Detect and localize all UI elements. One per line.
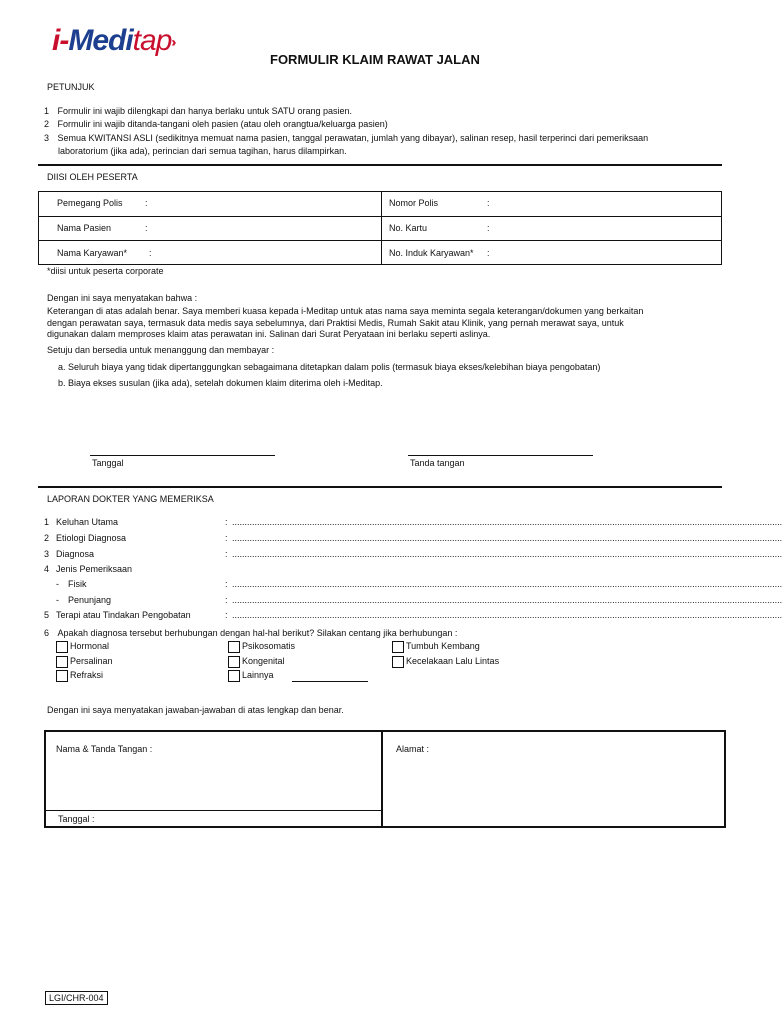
participant-table (38, 191, 722, 265)
checkbox-hormonal[interactable] (56, 641, 68, 653)
doctor-date-label[interactable]: Tanggal : (58, 814, 95, 824)
field-employee-id[interactable] (389, 248, 490, 258)
field-colon: : (145, 223, 148, 233)
declaration-line: Keterangan di atas adalah benar. Saya memberi kuasa kepada i-Meditap untuk atas nama saya meminta segala keterangan/dokumen yang berkaitan (47, 306, 644, 316)
checkbox-tumbuh-kembang[interactable] (392, 641, 404, 653)
address-label[interactable]: Alamat : (396, 744, 430, 754)
checkbox-psikosomatis[interactable] (228, 641, 240, 653)
row-colon: : (225, 533, 228, 543)
option-label: Kecelakaan Lalu Lintas (406, 656, 500, 666)
option-label: Kongenital (242, 656, 285, 666)
field-colon: : (487, 198, 490, 208)
declaration-line: dengan perawatan saya, termasuk data medis saya sebelumnya, dari Praktisi Medis, Rumah Sakit atau Klinik, yang pernah merawat saya, untuk (47, 317, 624, 328)
checkbox-lainnya[interactable] (228, 670, 240, 682)
instruction-number: 2 (44, 119, 50, 129)
option-label: Tumbuh Kembang (406, 641, 480, 651)
participant-heading: DIISI OLEH PESERTA (47, 172, 138, 182)
declaration-intro: Dengan ini saya menyatakan bahwa : (47, 293, 198, 303)
name-sign-label[interactable]: Nama & Tanda Tangan : (56, 744, 153, 754)
instruction-3-continued: laboratorium (jika ada), perincian dari semua tagihan, harus dilampirkan. (58, 146, 347, 156)
field-colon: : (149, 248, 152, 258)
declaration-line: digunakan dalam memproses klaim atas perawatan ini. Salinan dari Surat Peryataan ini berlaku seperti aslinya. (47, 329, 491, 339)
other-specify-line[interactable] (292, 681, 368, 682)
row-number: 4 (44, 564, 50, 574)
row-number: 5 (44, 610, 50, 620)
doctor-signature-box (44, 730, 726, 828)
answer-dotted-field[interactable]: ............................................................................................................................................................................................................................ (232, 517, 782, 527)
row-label: Terapi atau Tindakan Pengobatan (56, 610, 191, 620)
option-label: Psikosomatis (242, 641, 296, 651)
answer-dotted-field[interactable]: ............................................................................................................................................................................................................................ (232, 595, 782, 605)
row-number: 1 (44, 517, 50, 527)
field-label: No. Kartu (389, 223, 428, 233)
signature-line[interactable] (408, 455, 593, 456)
row-label: Fisik (68, 579, 87, 589)
date-row-line (46, 810, 381, 811)
row-number: - (56, 595, 59, 605)
agree-item-a: a. Seluruh biaya yang tidak dipertanggungkan sebagaimana ditetapkan dalam polis (termasuk biaya ekses/kelebihan biaya pengobatan) (58, 362, 601, 372)
instruction-1 (44, 106, 352, 116)
row-colon: : (225, 595, 228, 605)
checkbox-kongenital[interactable] (228, 656, 240, 668)
signature-label: Tanda tangan (410, 458, 465, 468)
instruction-2 (44, 119, 388, 129)
participant-footnote: *diisi untuk peserta corporate (47, 266, 164, 276)
date-label: Tanggal (92, 458, 124, 468)
agree-item-b: b. Biaya ekses susulan (jika ada), setelah dokumen klaim diterima oleh i-Meditap. (58, 378, 383, 388)
field-label: Nomor Polis (389, 198, 439, 208)
row-colon: : (225, 517, 228, 527)
row-number: 2 (44, 533, 50, 543)
field-policy-holder[interactable] (57, 198, 148, 208)
form-title: FORMULIR KLAIM RAWAT JALAN (270, 52, 480, 67)
row-colon: : (225, 579, 228, 589)
row-label: Keluhan Utama (56, 517, 119, 527)
row-colon: : (225, 549, 228, 559)
option-label: Hormonal (70, 641, 110, 651)
section-divider (38, 486, 722, 488)
instruction-3 (44, 133, 724, 143)
field-label: No. Induk Karyawan* (389, 248, 474, 258)
row-label: Diagnosa (56, 549, 95, 559)
field-card-number[interactable] (389, 223, 490, 233)
checkbox-persalinan[interactable] (56, 656, 68, 668)
date-signature-line[interactable] (90, 455, 275, 456)
instructions-heading: PETUNJUK (47, 82, 95, 92)
checkbox-kecelakaan[interactable] (392, 656, 404, 668)
instruction-text: Formulir ini wajib ditanda-tangani oleh pasien (atau oleh orangtua/keluarga pasien) (57, 119, 388, 129)
box-divider (381, 732, 383, 826)
answer-dotted-field[interactable]: ............................................................................................................................................................................................................................ (232, 533, 782, 543)
question-number: 6 (44, 628, 50, 638)
field-label: Nama Pasien (57, 223, 112, 233)
answer-dotted-field[interactable]: ............................................................................................................................................................................................................................ (232, 610, 782, 620)
option-label: Lainnya (242, 670, 274, 680)
section-divider (38, 164, 722, 166)
row-colon: : (225, 610, 228, 620)
instruction-number: 1 (44, 106, 50, 116)
option-label: Persalinan (70, 656, 113, 666)
field-label: Nama Karyawan* (57, 248, 128, 258)
form-code: LGI/CHR-004 (45, 991, 108, 1005)
question-text: Apakah diagnosa tersebut berhubungan dengan hal-hal berikut? Silakan centang jika berhubungan : (57, 628, 458, 638)
row-label: Jenis Pemeriksaan (56, 564, 133, 574)
field-patient-name[interactable] (57, 223, 148, 233)
field-employee-name[interactable] (57, 248, 152, 258)
doctor-report-heading: LAPORAN DOKTER YANG MEMERIKSA (47, 494, 214, 504)
option-label: Refraksi (70, 670, 104, 680)
field-colon: : (487, 223, 490, 233)
table-divider (381, 192, 382, 264)
company-logo: i-Meditap››› (52, 24, 173, 57)
row-number: - (56, 579, 59, 589)
answer-dotted-field[interactable]: ............................................................................................................................................................................................................................ (232, 579, 782, 589)
row-label: Etiologi Diagnosa (56, 533, 127, 543)
checkbox-refraksi[interactable] (56, 670, 68, 682)
field-colon: : (487, 248, 490, 258)
answer-dotted-field[interactable]: ............................................................................................................................................................................................................................ (232, 549, 782, 559)
agree-text: Setuju dan bersedia untuk menanggung dan membayar : (47, 345, 275, 355)
instruction-text: Formulir ini wajib dilengkapi dan hanya berlaku untuk SATU orang pasien. (57, 106, 353, 116)
field-policy-number[interactable] (389, 198, 490, 208)
instruction-number: 3 (44, 133, 50, 143)
field-colon: : (145, 198, 148, 208)
field-label: Pemegang Polis (57, 198, 123, 208)
question-6 (44, 628, 457, 638)
confirm-statement: Dengan ini saya menyatakan jawaban-jawaban di atas lengkap dan benar. (47, 705, 344, 715)
row-number: 3 (44, 549, 50, 559)
declaration-paragraph (47, 306, 723, 341)
instruction-text: Semua KWITANSI ASLI (sedikitnya memuat nama pasien, tanggal perawatan, jumlah yang dibayar), salinan resep, hasil terperinci dari pemeriksaan (57, 133, 649, 143)
row-label: Penunjang (68, 595, 112, 605)
